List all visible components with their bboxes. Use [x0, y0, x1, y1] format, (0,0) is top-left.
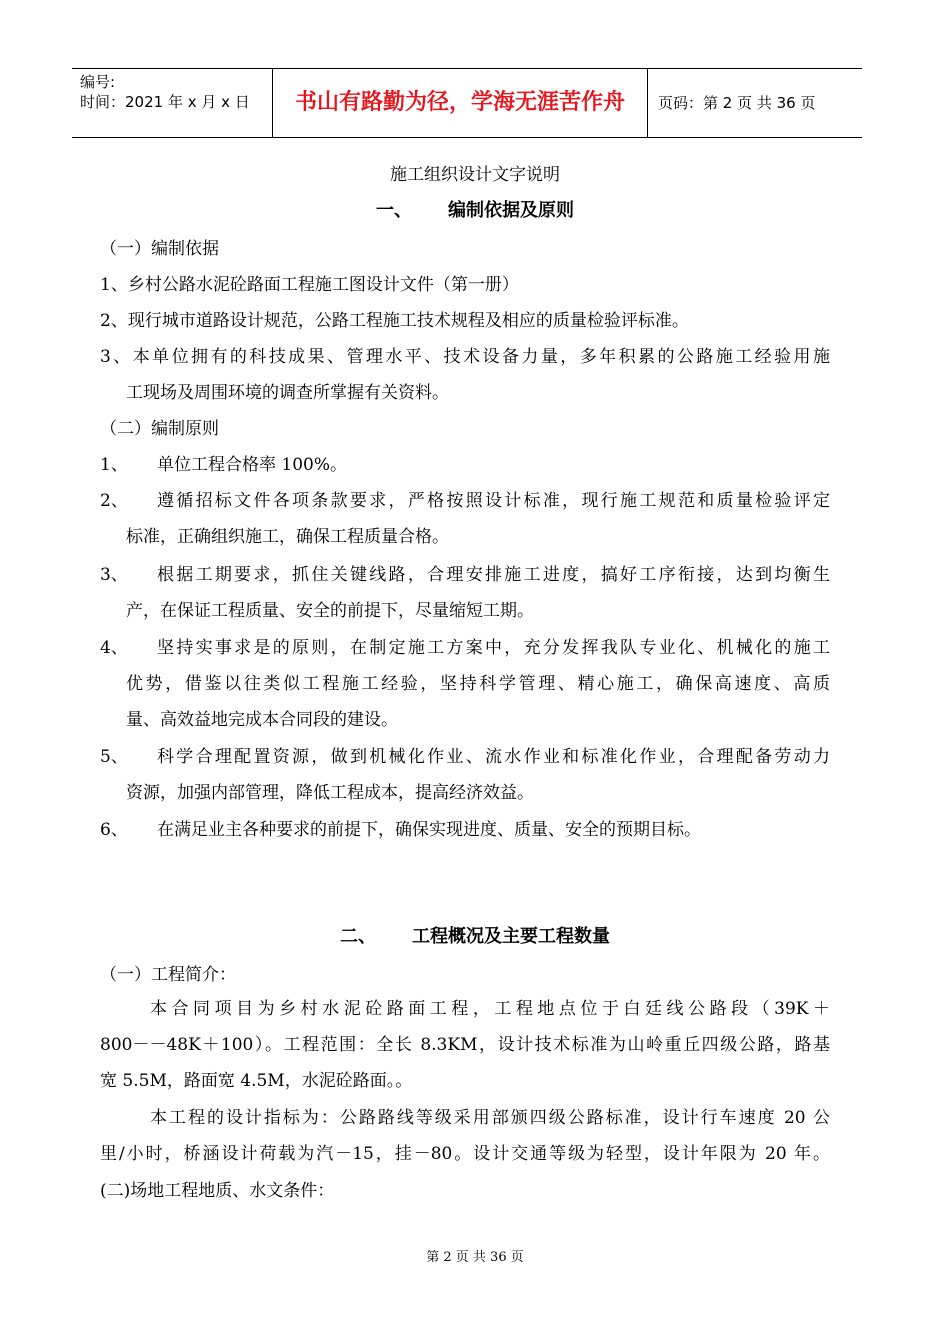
- principle-6-number: 6、: [100, 820, 128, 840]
- principle-4-number: 4、: [100, 638, 128, 658]
- header-meta: [72, 69, 273, 137]
- principle-1-text: 单位工程合格率 100%。: [157, 455, 348, 475]
- basis-item-1: 1、乡村公路水泥砼路面工程施工图设计文件（第一册）: [100, 275, 519, 295]
- geo-heading: (二)场地工程地质、水文条件：: [100, 1181, 335, 1201]
- principle-5-text: 科学合理配置资源，做到机械化作业、流水作业和标准化作业，合理配备劳动力: [157, 747, 830, 767]
- intro-para-1-line-1: 本合同项目为乡村水泥砼路面工程，工程地点位于白廷线公路段（39K＋: [150, 999, 830, 1019]
- principle-4-text-cont2: 量、高效益地完成本合同段的建设。: [126, 710, 398, 730]
- section-2-title: [0, 922, 950, 948]
- section-1-number: 一、: [376, 200, 412, 221]
- principle-6-text: 在满足业主各种要求的前提下，确保实现进度、质量、安全的预期目标。: [157, 820, 701, 840]
- basis-item-2: 2、现行城市道路设计规范，公路工程施工技术规程及相应的质量检验评标准。: [100, 311, 689, 331]
- page-footer: 第 2 页 共 36 页: [426, 1250, 524, 1265]
- number-label: 编号:: [80, 73, 116, 91]
- principle-3-number: 3、: [100, 565, 128, 585]
- intro-para-2-line-1: 本工程的设计指标为：公路路线等级采用部颁四级公路标准，设计行车速度 20 公: [150, 1108, 830, 1128]
- basis-heading: （一）编制依据: [100, 239, 219, 259]
- header-page-info: 页码：第 2 页 共 36 页: [658, 94, 816, 112]
- intro-heading: （一）工程简介：: [100, 965, 236, 985]
- principle-heading: （二）编制原则: [100, 419, 219, 439]
- principle-3-text: 根据工期要求，抓住关键线路，合理安排施工进度，搞好工序衔接，达到均衡生: [157, 565, 830, 585]
- basis-item-3-cont: 工现场及周围环境的调查所掌握有关资料。: [126, 383, 449, 403]
- page-header: [72, 68, 862, 138]
- header-motto: 书山有路勤为径，学海无涯苦作舟: [273, 69, 648, 137]
- principle-3-text-cont: 产，在保证工程质量、安全的前提下，尽量缩短工期。: [126, 601, 534, 621]
- section-1-title: [0, 196, 950, 222]
- basis-item-3: 3、本单位拥有的科技成果、管理水平、技术设备力量，多年积累的公路施工经验用施: [100, 347, 830, 367]
- principle-1-number: 1、: [100, 455, 128, 475]
- section-2-number: 二、: [340, 926, 376, 947]
- principle-2-number: 2、: [100, 491, 128, 511]
- principle-2-text-cont: 标准，正确组织施工，确保工程质量合格。: [126, 527, 449, 547]
- principle-5-number: 5、: [100, 747, 128, 767]
- document-title: 施工组织设计文字说明: [390, 165, 560, 185]
- principle-2-text: 遵循招标文件各项条款要求，严格按照设计标准，现行施工规范和质量检验评定: [157, 491, 830, 511]
- intro-para-1-line-2: 800－－48K＋100）。工程范围：全长 8.3KM，设计技术标准为山岭重丘四级公路，路基: [100, 1035, 830, 1055]
- intro-para-2-line-2: 里/小时，桥涵设计荷载为汽－15，挂－80。设计交通等级为轻型，设计年限为 20 年。: [100, 1144, 830, 1164]
- section-1-heading: 编制依据及原则: [448, 200, 574, 221]
- time-label: 时间：2021 年 x 月 x 日: [80, 93, 250, 111]
- section-2-heading: 工程概况及主要工程数量: [412, 926, 610, 947]
- principle-5-text-cont: 资源，加强内部管理，降低工程成本，提高经济效益。: [126, 783, 534, 803]
- principle-4-text: 坚持实事求是的原则，在制定施工方案中，充分发挥我队专业化、机械化的施工: [157, 638, 830, 658]
- principle-4-text-cont: 优势，借鉴以往类似工程施工经验，坚持科学管理、精心施工，确保高速度、高质: [126, 674, 830, 694]
- intro-para-1-line-3: 宽 5.5M，路面宽 4.5M，水泥砼路面。。: [100, 1071, 413, 1091]
